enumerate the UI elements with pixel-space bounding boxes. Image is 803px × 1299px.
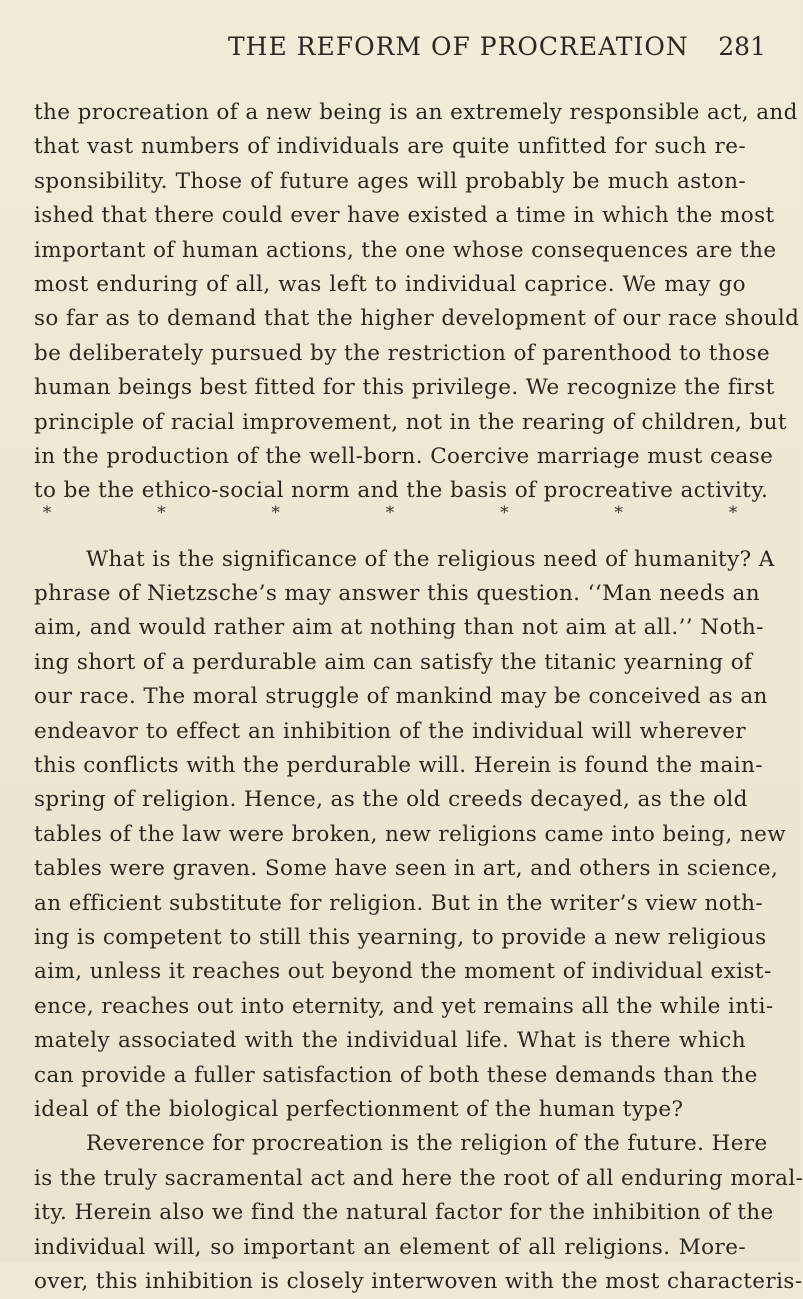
- separator-star: *: [614, 502, 623, 523]
- text-line: an efficient substitute for religion. But in the writer’s view noth-: [34, 890, 764, 916]
- text-line: Reverence for procreation is the religion of the future. Here: [86, 1131, 768, 1157]
- text-line: in the production of the well-born. Coercive marriage must cease: [34, 443, 774, 469]
- text-line: endeavor to effect an inhibition of the individual will wherever: [34, 718, 746, 744]
- text-line: ence, reaches out into eternity, and yet remains all the while inti-: [34, 993, 774, 1019]
- text-line: be deliberately pursued by the restriction of parenthood to those: [34, 340, 770, 366]
- text-line: aim, unless it reaches out beyond the moment of individual exist-: [34, 959, 772, 985]
- text-line: spring of religion. Hence, as the old creeds decayed, as the old: [34, 787, 748, 813]
- text-line: to be the ethico-social norm and the basis of procreative activity.: [34, 478, 769, 504]
- separator-star: *: [42, 502, 52, 523]
- text-line: ing short of a perdurable aim can satisfy the titanic yearning of: [34, 649, 753, 675]
- text-line: What is the significance of the religious need of humanity? A: [86, 546, 775, 572]
- text-line: tables were graven. Some have seen in art, and others in science,: [34, 856, 779, 882]
- text-line: phrase of Nietzsche’s may answer this question. ‘‘Man needs an: [34, 581, 761, 607]
- text-line: so far as to demand that the higher development of our race should: [34, 306, 800, 332]
- text-line: ideal of the biological perfectionment of the human type?: [34, 1096, 684, 1122]
- text-line: our race. The moral struggle of mankind may be conceived as an: [34, 684, 768, 710]
- text-line: most enduring of all, was left to individual caprice. We may go: [34, 271, 746, 297]
- separator-star: *: [728, 502, 738, 523]
- text-line: can provide a fuller satisfaction of both these demands than the: [34, 1062, 758, 1088]
- text-line: mately associated with the individual life. What is there which: [34, 1028, 746, 1054]
- text-line: that vast numbers of individuals are quite unfitted for such re-: [34, 134, 746, 160]
- text-line: ished that there could ever have existed a time in which the most: [34, 203, 775, 229]
- page-number: 281: [718, 32, 766, 61]
- separator-star: *: [157, 502, 166, 523]
- text-line: principle of racial improvement, not in the rearing of children, but: [34, 409, 787, 435]
- separator-star: *: [385, 502, 395, 523]
- paragraph-reverence: [34, 1127, 803, 1299]
- text-line: the procreation of a new being is an extremely responsible act, and: [34, 100, 798, 125]
- text-line: is the truly sacramental act and here the root of all enduring moral-: [34, 1165, 803, 1191]
- paragraph-continued: [34, 96, 800, 509]
- text-line: human beings best fitted for this privilege. We recognize the first: [34, 375, 775, 401]
- text-line: aim, and would rather aim at nothing than not aim at all.’’ Noth-: [34, 615, 764, 641]
- text-line: sponsibility. Those of future ages will probably be much aston-: [34, 168, 746, 194]
- text-line: individual will, so important an element of all religions. More-: [34, 1234, 746, 1260]
- page-header: [0, 32, 800, 68]
- separator-star: *: [500, 502, 509, 523]
- page-body: [34, 96, 803, 1299]
- text-line: ing is competent to still this yearning, to provide a new religious: [34, 924, 767, 950]
- text-line: important of human actions, the one whose consequences are the: [34, 237, 777, 263]
- text-line: over, this inhibition is closely interwoven with the most characteris-: [34, 1268, 803, 1294]
- text-line: tables of the law were broken, new religions came into being, new: [34, 821, 787, 847]
- paragraph-religious-need: [34, 543, 787, 1128]
- running-head: THE REFORM OF PROCREATION: [228, 32, 689, 61]
- text-line: ity. Herein also we find the natural factor for the inhibition of the: [34, 1200, 774, 1226]
- separator-star: *: [271, 502, 280, 523]
- text-line: this conflicts with the perdurable will. Herein is found the main-: [34, 753, 763, 779]
